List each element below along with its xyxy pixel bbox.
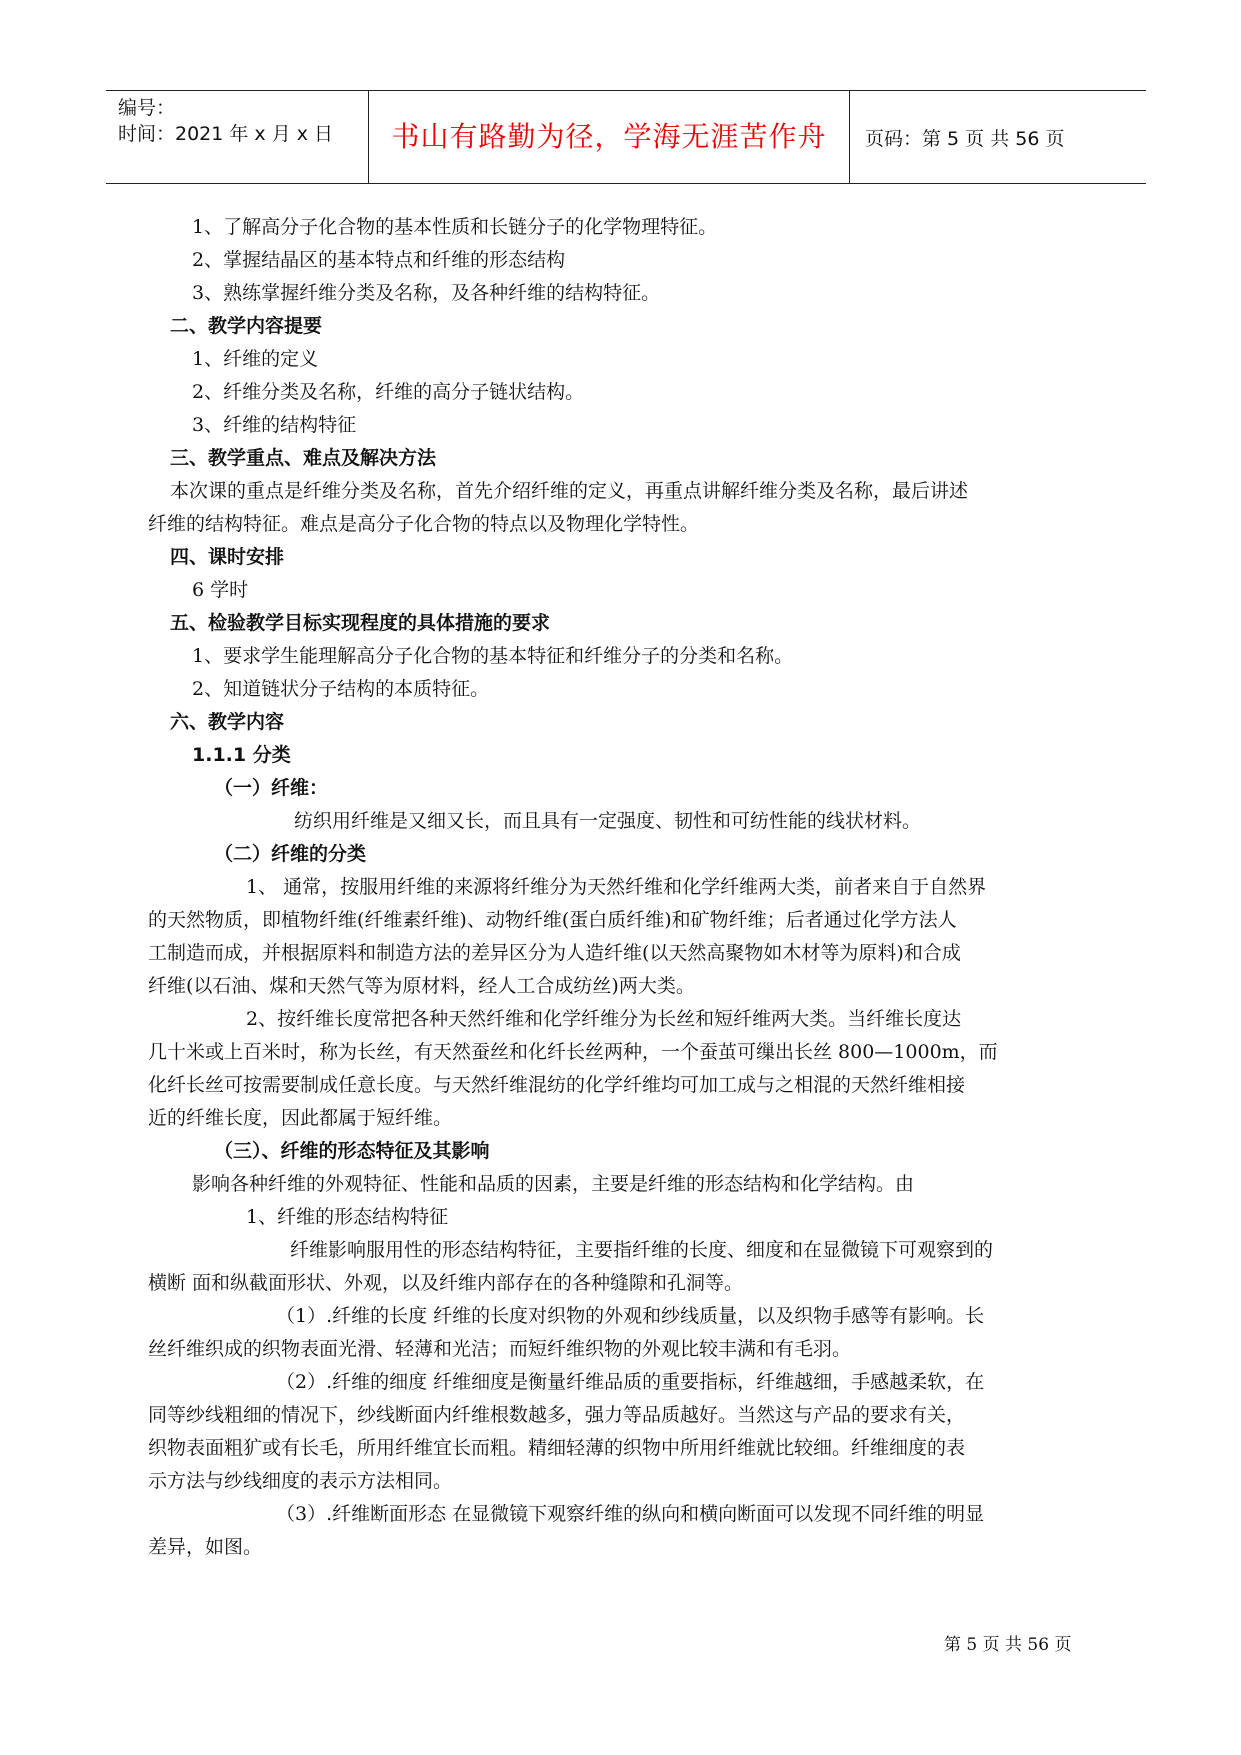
section-heading: 五、检验教学目标实现程度的具体措施的要求 — [170, 612, 551, 634]
doc-number-label: 编号： — [118, 97, 176, 119]
body-line: 丝纤维织成的织物表面光滑、轻薄和光洁；而短纤维织物的外观比较丰满和有毛羽。 — [148, 1338, 852, 1360]
header-info-cell — [106, 91, 369, 183]
header-motto: 书山有路勤为径，学海无涯苦作舟 — [369, 91, 850, 183]
header-page-label: 页码：第 5 页 共 56 页 — [865, 128, 1065, 150]
body-line: （2）.纤维的细度 纤维细度是衡量纤维品质的重要指标，纤维越细，手感越柔软，在 — [276, 1371, 985, 1393]
body-line: 本次课的重点是纤维分类及名称，首先介绍纤维的定义，再重点讲解纤维分类及名称，最后讲述 — [170, 480, 969, 502]
body-line: 1、 通常，按服用纤维的来源将纤维分为天然纤维和化学纤维两大类，前者来自于自然界 — [246, 876, 987, 898]
body-line: 2、纤维分类及名称，纤维的高分子链状结构。 — [192, 381, 585, 403]
body-line: 2、掌握结晶区的基本特点和纤维的形态结构 — [192, 249, 566, 271]
body-line: 纤维(以石油、煤和天然气等为原材料，经人工合成纺丝)两大类。 — [148, 975, 695, 997]
body-line: 化纤长丝可按需要制成任意长度。与天然纤维混纺的化学纤维均可加工成与之相混的天然纤维相接 — [148, 1074, 966, 1096]
section-heading: 六、教学内容 — [170, 711, 285, 733]
body-line: 2、知道链状分子结构的本质特征。 — [192, 678, 490, 700]
body-line: 3、熟练掌握纤维分类及名称，及各种纤维的结构特征。 — [192, 282, 661, 304]
body-line: 纤维的结构特征。难点是高分子化合物的特点以及物理化学特性。 — [148, 513, 700, 535]
body-line: 工制造而成，并根据原料和制造方法的差异区分为人造纤维(以天然高聚物如木材等为原料)和合成 — [148, 942, 961, 964]
page-footer: 第 5 页 共 56 页 — [944, 1635, 1072, 1655]
body-line: 纺织用纤维是又细又长，而且具有一定强度、韧性和可纺性能的线状材料。 — [294, 810, 922, 832]
body-line: 横断 面和纵截面形状、外观，以及纤维内部存在的各种缝隙和孔洞等。 — [148, 1272, 744, 1294]
body-line: 1、纤维的定义 — [192, 348, 319, 370]
body-line: （3）.纤维断面形态 在显微镜下观察纤维的纵向和横向断面可以发现不同纤维的明显 — [276, 1503, 985, 1525]
body-line: 织物表面粗犷或有长毛，所用纤维宜长而粗。精细轻薄的织物中所用纤维就比较细。纤维细度的表 — [148, 1437, 966, 1459]
body-line: 1、纤维的形态结构特征 — [246, 1206, 449, 1228]
body-line: 1、了解高分子化合物的基本性质和长链分子的化学物理特征。 — [192, 216, 718, 238]
body-line: 差异，如图。 — [148, 1536, 263, 1558]
subsection-heading: （二）纤维的分类 — [214, 843, 367, 865]
body-line: 示方法与纱线细度的表示方法相同。 — [148, 1470, 453, 1492]
page-header — [106, 90, 1146, 184]
body-line: 同等纱线粗细的情况下，纱线断面内纤维根数越多，强力等品质越好。当然这与产品的要求有关， — [148, 1404, 966, 1426]
body-line: 的天然物质，即植物纤维(纤维素纤维)、动物纤维(蛋白质纤维)和矿物纤维；后者通过化学方法人 — [148, 909, 957, 931]
body-line: 影响各种纤维的外观特征、性能和品质的因素，主要是纤维的形态结构和化学结构。由 — [192, 1173, 915, 1195]
body-line: 近的纤维长度，因此都属于短纤维。 — [148, 1107, 453, 1129]
section-heading: 二、教学内容提要 — [170, 315, 323, 337]
body-line: 几十米或上百米时，称为长丝，有天然蚕丝和化纤长丝两种，一个蚕茧可缫出长丝 800—1000m，而 — [148, 1041, 998, 1063]
subsection-heading: （三）、纤维的形态特征及其影响 — [214, 1140, 490, 1162]
body-line: 2、按纤维长度常把各种天然纤维和化学纤维分为长丝和短纤维两大类。当纤维长度达 — [246, 1008, 962, 1030]
body-line: 6 学时 — [192, 579, 249, 601]
subsection-heading: 1.1.1 分类 — [192, 744, 291, 766]
body-line: 纤维影响服用性的形态结构特征，主要指纤维的长度、细度和在显微镜下可观察到的 — [290, 1239, 994, 1261]
doc-time-label: 时间：2021 年 x 月 x 日 — [118, 123, 334, 145]
body-line: 3、纤维的结构特征 — [192, 414, 357, 436]
body-line: 1、要求学生能理解高分子化合物的基本特征和纤维分子的分类和名称。 — [192, 645, 794, 667]
section-heading: 四、课时安排 — [170, 546, 285, 568]
subsection-heading: （一）纤维： — [214, 777, 329, 799]
section-heading: 三、教学重点、难点及解决方法 — [170, 447, 437, 469]
body-line: （1）.纤维的长度 纤维的长度对织物的外观和纱线质量，以及织物手感等有影响。长 — [276, 1305, 985, 1327]
